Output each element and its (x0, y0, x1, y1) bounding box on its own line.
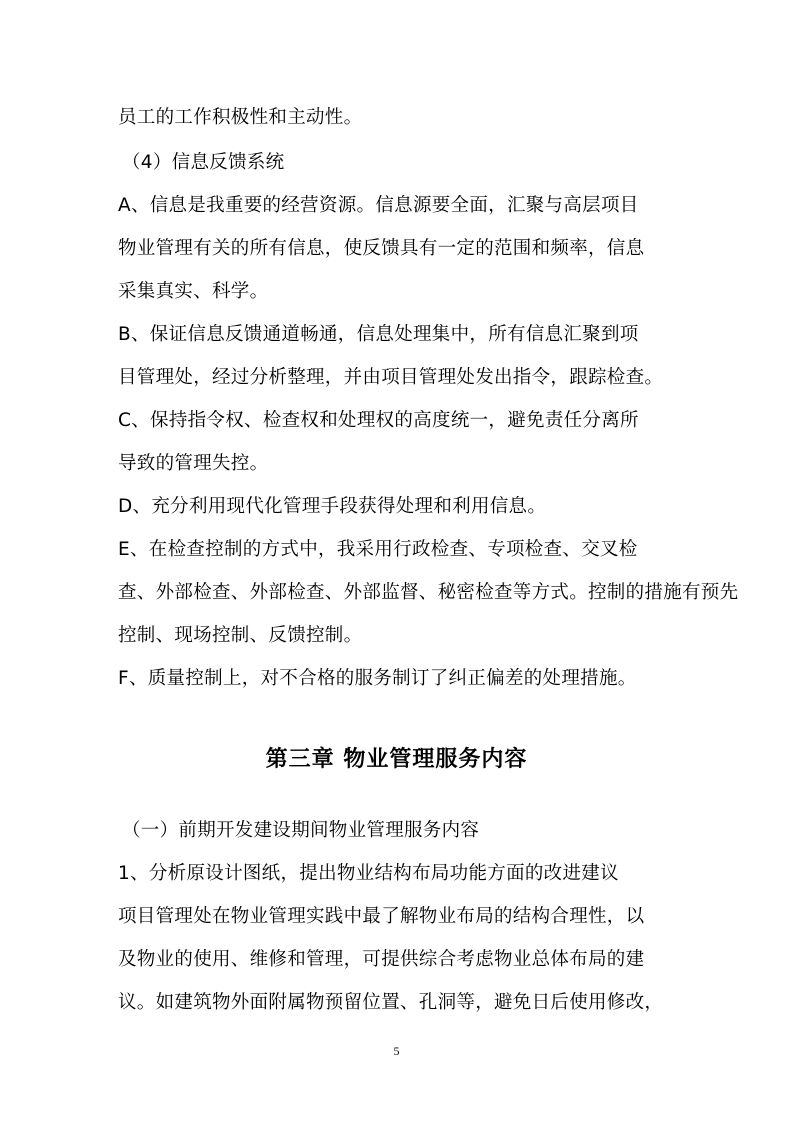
text-line: 议。如建筑物外面附属物预留位置、孔洞等，避免日后使用修改， (118, 992, 664, 1013)
text-line: 项目管理处在物业管理实践中最了解物业布局的结构合理性，以 (118, 906, 645, 927)
text-line: C、保持指令权、检查权和处理权的高度统一，避免责任分离所 (118, 410, 639, 431)
text-line: 采集真实、科学。 (118, 281, 269, 302)
text-line: A、信息是我重要的经营资源。信息源要全面，汇聚与高层项目 (118, 195, 639, 216)
text-line: 查、外部检查、外部检查、外部监督、秘密检查等方式。控制的措施有预先 (118, 582, 739, 603)
chapter-title: 第三章 物业管理服务内容 (265, 746, 528, 772)
section-heading-info-feedback: （4）信息反馈系统 (122, 152, 285, 173)
text-line: 控制、现场控制、反馈控制。 (118, 625, 363, 646)
text-line: D、充分利用现代化管理手段获得处理和利用信息。 (118, 496, 547, 517)
text-line: B、保证信息反馈通道畅通，信息处理集中，所有信息汇聚到项 (118, 324, 639, 345)
text-line: 及物业的使用、维修和管理，可提供综合考虑物业总体布局的建 (118, 949, 645, 970)
text-line: 1、分析原设计图纸，提出物业结构布局功能方面的改进建议 (118, 863, 619, 884)
text-line: E、在检查控制的方式中，我采用行政检查、专项检查、交叉检 (118, 539, 638, 560)
text-line: F、质量控制上，对不合格的服务制订了纠正偏差的处理措施。 (118, 668, 637, 689)
text-line: 员工的工作积极性和主动性。 (118, 107, 363, 128)
text-line: 目管理处，经过分析整理，并由项目管理处发出指令，跟踪检查。 (118, 367, 664, 388)
text-line: 导致的管理失控。 (118, 453, 269, 474)
page-number: 5 (393, 1044, 400, 1058)
text-line: 物业管理有关的所有信息，使反馈具有一定的范围和频率，信息 (118, 238, 645, 259)
section-heading: （一）前期开发建设期间物业管理服务内容 (122, 820, 480, 841)
